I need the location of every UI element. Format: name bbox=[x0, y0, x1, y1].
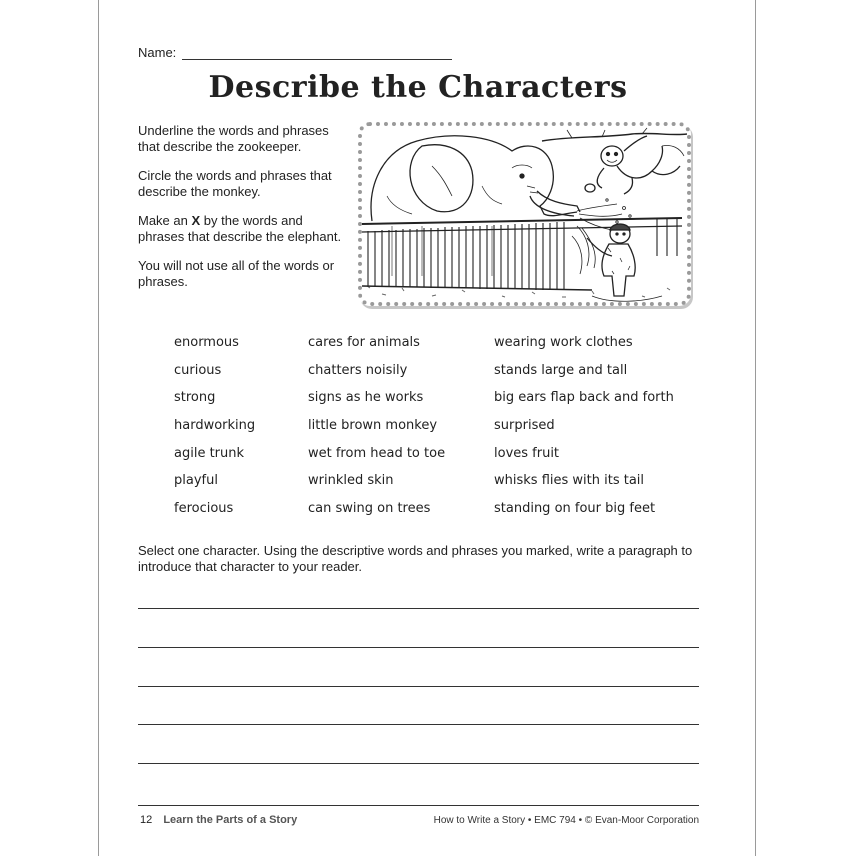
name-field bbox=[138, 45, 452, 60]
word-bank-item: agile trunk bbox=[174, 445, 245, 461]
word-bank-item: wearing work clothes bbox=[494, 335, 633, 350]
word-bank-item: wet from head to toe bbox=[308, 445, 446, 461]
zoo-illustration bbox=[358, 122, 691, 306]
word-bank-item: standing on four big feet bbox=[494, 501, 656, 517]
name-write-line bbox=[182, 47, 452, 60]
word-bank-item: strong bbox=[174, 390, 216, 406]
section-title: Learn the Parts of a Story bbox=[163, 814, 298, 826]
page-number: 12 bbox=[140, 814, 153, 826]
word-bank-item: can swing on trees bbox=[308, 501, 431, 517]
writing-prompt: Select one character. Using the descriptive words and phrases you marked, write a paragraph to introduce that character to your reader. bbox=[138, 543, 693, 574]
word-bank-item: curious bbox=[174, 362, 222, 378]
instruction-mark-x: Make an X by the words and phrases that describe the elephant. bbox=[138, 213, 342, 244]
writing-line bbox=[138, 686, 699, 687]
page-title: Describe the Characters bbox=[208, 70, 628, 105]
instruction-note: You will not use all of the words or phrases. bbox=[138, 258, 335, 289]
word-bank-item: signs as he works bbox=[308, 390, 424, 406]
word-bank-item: big ears flap back and forth bbox=[494, 390, 674, 406]
word-bank-column-1 bbox=[174, 335, 255, 529]
instruction-underline: Underline the words and phrases that describe the zookeeper. bbox=[138, 123, 329, 154]
footer-credit: How to Write a Story • EMC 794 • © Evan-Moor Corporation bbox=[433, 815, 699, 826]
word-bank-item: chatters noisily bbox=[308, 362, 408, 378]
word-bank-item: stands large and tall bbox=[494, 362, 628, 378]
word-bank-item: whisks flies with its tail bbox=[494, 473, 645, 489]
word-bank-item: enormous bbox=[174, 335, 239, 350]
word-bank-item: little brown monkey bbox=[308, 418, 438, 434]
footer-left bbox=[140, 814, 297, 826]
instruction-circle: Circle the words and phrases that describe the monkey. bbox=[138, 168, 332, 199]
word-bank-item: ferocious bbox=[174, 501, 234, 517]
footer-divider bbox=[138, 805, 699, 806]
writing-line bbox=[138, 724, 699, 725]
writing-line bbox=[138, 608, 699, 609]
word-bank-item: loves fruit bbox=[494, 445, 560, 461]
name-label: Name: bbox=[138, 45, 177, 60]
writing-line bbox=[138, 647, 699, 648]
word-bank-item: playful bbox=[174, 473, 218, 489]
word-bank-item: surprised bbox=[494, 418, 555, 434]
word-bank-item: cares for animals bbox=[308, 335, 420, 350]
word-bank-column-2 bbox=[308, 335, 445, 529]
instructions bbox=[138, 123, 350, 303]
elephant-monkey-zookeeper-icon bbox=[362, 126, 687, 302]
word-bank-item: hardworking bbox=[174, 418, 256, 434]
word-bank-column-3 bbox=[494, 335, 674, 529]
writing-line bbox=[138, 763, 699, 764]
word-bank-item: wrinkled skin bbox=[308, 473, 394, 489]
x-mark: X bbox=[191, 213, 201, 228]
